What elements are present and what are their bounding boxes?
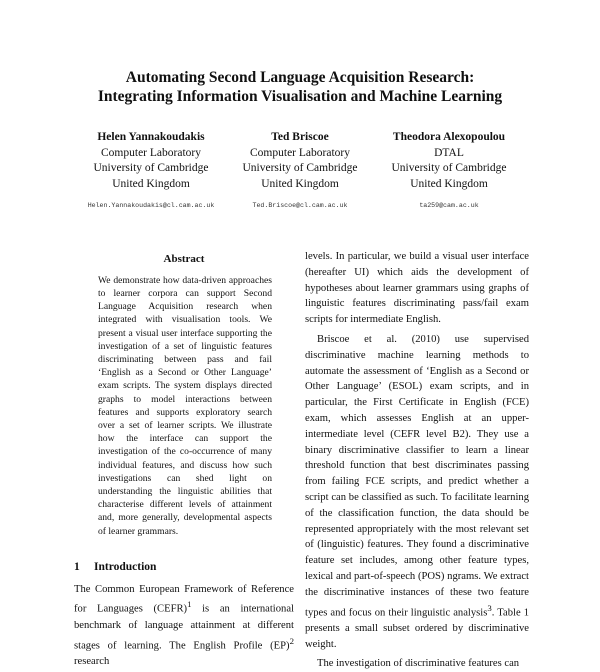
left-column bbox=[74, 252, 294, 670]
author-affiliation: United Kingdom bbox=[112, 177, 190, 190]
author-affiliation: University of Cambridge bbox=[242, 162, 358, 174]
author-affiliation: Computer Laboratory bbox=[101, 146, 201, 159]
title-line-2: Integrating Information Visualisation and Machine Learning bbox=[97, 88, 503, 105]
author-affiliation: University of Cambridge bbox=[93, 162, 209, 174]
title-line-1: Automating Second Language Acquisition Research: bbox=[125, 69, 475, 86]
author-block-3 bbox=[354, 130, 544, 214]
right-column bbox=[305, 249, 529, 672]
author-affiliation: DTAL bbox=[434, 146, 464, 159]
body-paragraph: Briscoe et al. (2010) use supervised discriminative machine learning methods to automate the assessment of ‘English as a Second or Other Language’ (ESOL) exam scripts, and in particular, the First Certificate in English (FCE) exam, which assesses English at an upper-intermediate level (CEFR level B2). They use a binary discriminative classifier to learn a linear threshold function that best discriminates passing from failing FCE scripts, and predict whether a script can be classified as such. To facilitate learning of the classification function, the data should be represented appropriately with the most relevant set of (linguistic) features. They found a discriminative feature set includes, among other feature types, lexical and part-of-speech (POS) ngrams. We extract the discriminative instances of these two feature types and focus on their linguistic analysis$^3$. Table 1 presents a small subset ordered by discriminative weight. bbox=[305, 333, 529, 650]
footnote-marker[interactable]: 3 bbox=[487, 602, 492, 613]
section-title: Introduction bbox=[94, 560, 157, 573]
abstract-text: We demonstrate how data-driven approaches to learner corpora can support Second Language Acquisition research when integrated with visualisation tools. We present a visual user interface supporting the investigation of a set of linguistic features discriminating between pass and fail ‘English as a Second or Other Language’ exam scripts. The system displays directed graphs to model interactions between features and supports exploratory search over a set of learner scripts. We illustrate how the interface can support the investigation of the co-occurrence of many individual features, and discuss how such investigations can shed light on understanding the linguistic abilities that characterise different levels of attainment and, more generally, developmental aspects of learner grammars. bbox=[98, 274, 272, 537]
body-paragraph: levels. In particular, we build a visual user interface (hereafter UI) which aids the development of hypotheses about learner grammars using graphs of linguistic features discriminating pass/fail exam scripts for intermediate English. bbox=[305, 251, 529, 326]
abstract-heading: Abstract bbox=[163, 253, 205, 265]
body-paragraph: The investigation of discriminative features can bbox=[317, 658, 520, 670]
footnote-marker[interactable]: 1 bbox=[187, 599, 192, 610]
author-name: Helen Yannakoudakis bbox=[97, 131, 205, 143]
author-affiliation: United Kingdom bbox=[410, 177, 488, 190]
author-name: Theodora Alexopoulou bbox=[392, 131, 506, 143]
intro-paragraph: The Common European Framework of Reference for Languages (CEFR)$^1$ is an international benchmark of language attainment at different stages of learning. The English Profile (EP)$^2$ research bbox=[74, 583, 294, 667]
footnote-marker[interactable]: 2 bbox=[289, 635, 294, 646]
author-affiliation: United Kingdom bbox=[261, 177, 339, 190]
paper-title bbox=[0, 68, 600, 106]
section-number: 1 bbox=[74, 560, 80, 573]
author-email[interactable]: Ted.Briscoe@cl.cam.ac.uk bbox=[252, 202, 348, 209]
author-affiliation: University of Cambridge bbox=[391, 162, 507, 174]
author-name: Ted Briscoe bbox=[271, 131, 329, 143]
section-heading bbox=[74, 560, 294, 576]
author-email[interactable]: ta259@cam.ac.uk bbox=[419, 202, 479, 209]
author-affiliation: Computer Laboratory bbox=[250, 146, 350, 159]
author-email[interactable]: Helen.Yannakoudakis@cl.cam.ac.uk bbox=[87, 202, 215, 209]
